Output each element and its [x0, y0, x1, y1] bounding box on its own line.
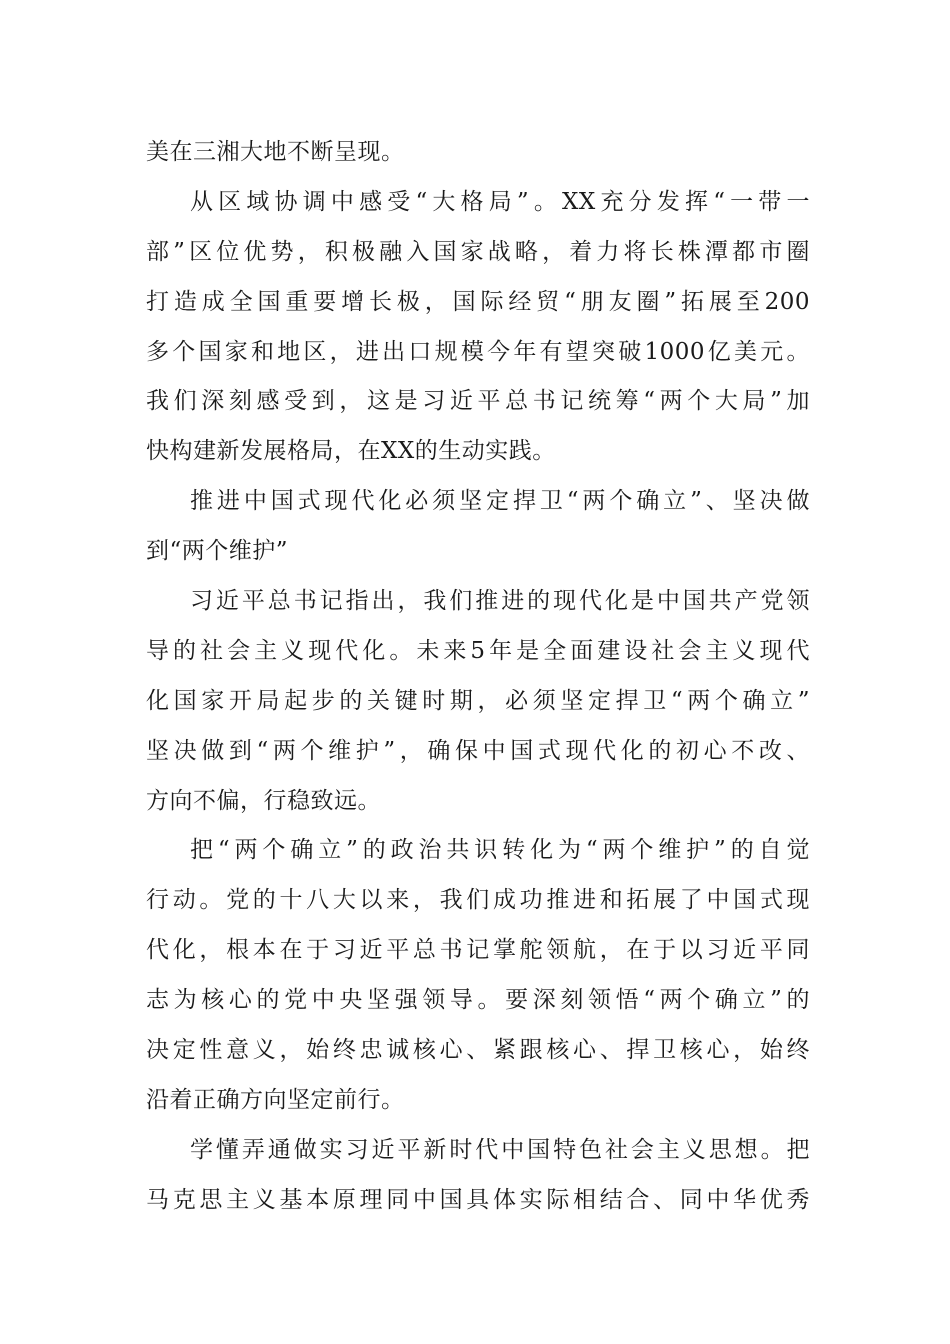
text-line: 习近平总书记指出，我们推进的现代化是中国共产党领	[190, 588, 810, 615]
text-line: 美在三湘大地不断呈现。	[146, 139, 405, 165]
text-line: 行动。党的十八大以来，我们成功推进和拓展了中国式现	[146, 887, 810, 914]
text-line: 到“两个维护”	[146, 538, 289, 565]
text-line: 志为核心的党中央坚强领导。要深刻领悟“两个确立”的	[146, 987, 810, 1014]
text-line: 我们深刻感受到，这是习近平总书记统筹“两个大局”加	[146, 388, 810, 415]
text-line: 坚决做到“两个维护”，确保中国式现代化的初心不改、	[146, 737, 810, 764]
text-line: 沿着正确方向坚定前行。	[146, 1086, 405, 1113]
text-line: 方向不偏，行稳致远。	[146, 787, 381, 814]
text-line: 从区域协调中感受“大格局”。XX充分发挥“一带一	[190, 188, 810, 215]
document-body	[146, 128, 810, 1226]
text-line: 马克思主义基本原理同中国具体实际相结合、同中华优秀	[146, 1186, 810, 1213]
text-line: 代化，根本在于习近平总书记掌舵领航，在于以习近平同	[146, 937, 810, 964]
text-line: 多个国家和地区，进出口规模今年有望突破1000亿美元。	[146, 338, 810, 365]
text-line: 把“两个确立”的政治共识转化为“两个维护”的自觉	[190, 837, 810, 864]
text-line: 部”区位优势，积极融入国家战略，着力将长株潭都市圈	[146, 238, 810, 265]
text-line: 推进中国式现代化必须坚定捍卫“两个确立”、坚决做	[190, 488, 810, 515]
text-line: 化国家开局起步的关键时期，必须坚定捍卫“两个确立”	[146, 687, 810, 714]
text-line: 导的社会主义现代化。未来5年是全面建设社会主义现代	[146, 637, 810, 664]
text-line: 决定性意义，始终忠诚核心、紧跟核心、捍卫核心，始终	[146, 1037, 810, 1064]
text-line: 打造成全国重要增长极，国际经贸“朋友圈”拓展至200	[146, 288, 810, 315]
text-line: 快构建新发展格局，在XX的生动实践。	[146, 438, 556, 465]
text-line: 学懂弄通做实习近平新时代中国特色社会主义思想。把	[190, 1136, 810, 1163]
